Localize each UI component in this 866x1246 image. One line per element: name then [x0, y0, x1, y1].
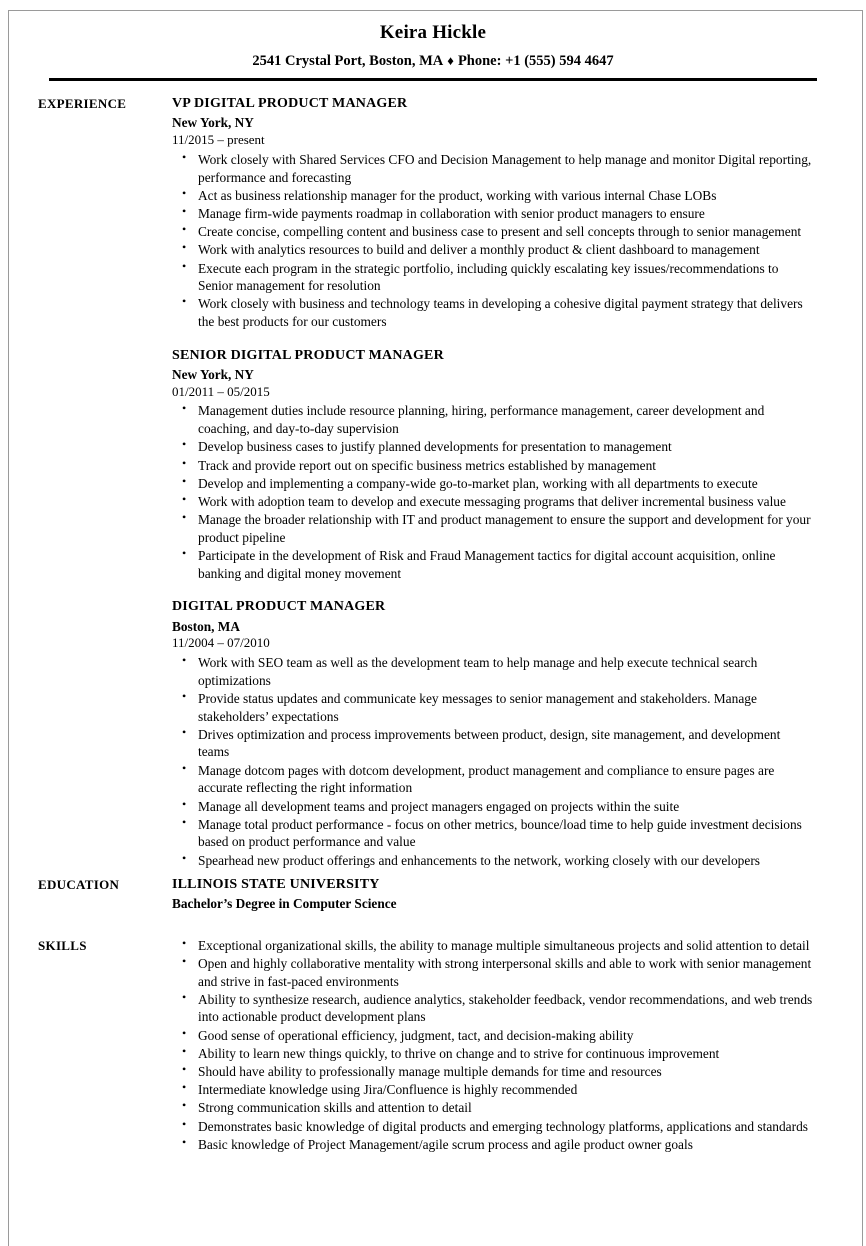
job-dates: 01/2011 – 05/2015	[172, 383, 270, 399]
job-bullet: • Track and provide report out on specific business metrics established by management	[172, 457, 814, 475]
job-bullet-list	[172, 654, 814, 869]
job-location: New York, NY	[172, 366, 254, 382]
section-label-experience: EXPERIENCE	[38, 96, 127, 112]
section-label-skills: SKILLS	[38, 937, 87, 953]
job-bullet: • Manage the broader relationship with IT and product management to ensure the support and development for your product pipeline	[172, 511, 814, 546]
job-bullet: • Provide status updates and communicate key messages to senior management and stakeholders. Manage stakeholders’ expectations	[172, 690, 814, 725]
job-dates: 11/2004 – 07/2010	[172, 635, 270, 651]
skill-bullet: • Basic knowledge of Project Management/agile scrum process and agile product owner goals	[172, 1136, 814, 1154]
job-bullet: • Create concise, compelling content and business case to present and sell concepts through to senior management	[172, 223, 814, 241]
section-education	[0, 876, 866, 913]
job-bullet: • Manage all development teams and project managers engaged on projects within the suite	[172, 798, 814, 816]
job-bullet: • Work with SEO team as well as the development team to help manage and help execute technical search optimizations	[172, 654, 814, 689]
education-entries	[172, 876, 866, 913]
job-title: VP DIGITAL PRODUCT MANAGER	[172, 96, 408, 112]
job-title: SENIOR DIGITAL PRODUCT MANAGER	[172, 347, 444, 363]
job-location: Boston, MA	[172, 618, 240, 634]
resume-body	[0, 81, 866, 1154]
skill-bullet: • Ability to synthesize research, audience analytics, stakeholder feedback, vendor recommendations, and web trends into actionable product development plans	[172, 991, 814, 1026]
education-school: ILLINOIS STATE UNIVERSITY	[172, 876, 380, 892]
job-bullet: • Management duties include resource planning, hiring, performance management, career development and coaching, and day-to-day supervision	[172, 402, 814, 437]
contact-line	[0, 53, 866, 70]
job-bullet: • Drives optimization and process improvements between product, design, site management, and development teams	[172, 726, 814, 761]
job-bullet: • Spearhead new product offerings and enhancements to the network, working closely with our developers	[172, 852, 814, 870]
job-bullet: • Manage total product performance - focus on other metrics, bounce/load time to help guide investment decisions based on product performance and value	[172, 816, 814, 851]
skill-bullet: • Exceptional organizational skills, the ability to manage multiple simultaneous projects and solid attention to detail	[172, 937, 814, 955]
job-bullet: • Work closely with Shared Services CFO and Decision Management to help manage and monitor Digital reporting, performance and forecasting	[172, 151, 814, 186]
job-bullet: • Develop and implementing a company-wide go-to-market plan, working with all departments to execute	[172, 475, 814, 493]
job-entry	[172, 598, 814, 869]
diamond-separator-icon: ♦	[447, 52, 454, 68]
job-bullet: • Execute each program in the strategic portfolio, including quickly escalating key issues/recommendations to Senior management for resolution	[172, 260, 814, 295]
resume-header	[0, 0, 866, 81]
skill-bullet: • Should have ability to professionally manage multiple demands for time and resources	[172, 1063, 814, 1081]
experience-entries	[172, 95, 866, 870]
skills-bullet-list	[172, 937, 814, 1154]
job-bullet: • Act as business relationship manager for the product, working with various internal Chase LOBs	[172, 187, 814, 205]
section-skills	[0, 937, 866, 1154]
job-entry	[172, 95, 814, 331]
job-bullet: • Work with analytics resources to build and deliver a monthly product & client dashboard to management	[172, 241, 814, 259]
job-entry	[172, 347, 814, 583]
skill-bullet: • Strong communication skills and attention to detail	[172, 1099, 814, 1117]
skill-bullet: • Good sense of operational efficiency, judgment, tact, and decision-making ability	[172, 1027, 814, 1045]
skill-bullet: • Demonstrates basic knowledge of digital products and emerging technology platforms, applications and standards	[172, 1118, 814, 1136]
job-bullet: • Develop business cases to justify planned developments for presentation to management	[172, 438, 814, 456]
job-bullet: • Manage firm-wide payments roadmap in collaboration with senior product managers to ensure	[172, 205, 814, 223]
skill-bullet: • Ability to learn new things quickly, to thrive on change and to strive for continuous improvement	[172, 1045, 814, 1063]
skill-bullet: • Intermediate knowledge using Jira/Confluence is highly recommended	[172, 1081, 814, 1099]
candidate-name: Keira Hickle	[379, 22, 487, 43]
job-bullet: • Work closely with business and technology teams in developing a cohesive digital payment strategy that delivers the best products for our customers	[172, 295, 814, 330]
job-title: DIGITAL PRODUCT MANAGER	[172, 599, 386, 615]
job-location: New York, NY	[172, 115, 254, 131]
job-bullet: • Manage dotcom pages with dotcom development, product management and compliance to ensure pages are accurate reflecting the right information	[172, 762, 814, 797]
section-label-education: EDUCATION	[38, 876, 120, 892]
skills-entries	[172, 937, 866, 1154]
job-bullet-list	[172, 402, 814, 582]
contact-address: 2541 Crystal Port, Boston, MA	[252, 52, 444, 69]
job-dates: 11/2015 – present	[172, 132, 265, 148]
education-degree: Bachelor’s Degree in Computer Science	[172, 895, 397, 911]
contact-phone: Phone: +1 (555) 594 4647	[457, 52, 614, 69]
job-bullet-list	[172, 151, 814, 331]
job-bullet: • Work with adoption team to develop and execute messaging programs that deliver incremental business value	[172, 493, 814, 511]
skill-bullet: • Open and highly collaborative mentality with strong interpersonal skills and able to work with senior management and strive in fast-paced environments	[172, 955, 814, 990]
section-experience	[0, 95, 866, 870]
job-bullet: • Participate in the development of Risk and Fraud Management tactics for digital account acquisition, online banking and digital money movement	[172, 547, 814, 582]
